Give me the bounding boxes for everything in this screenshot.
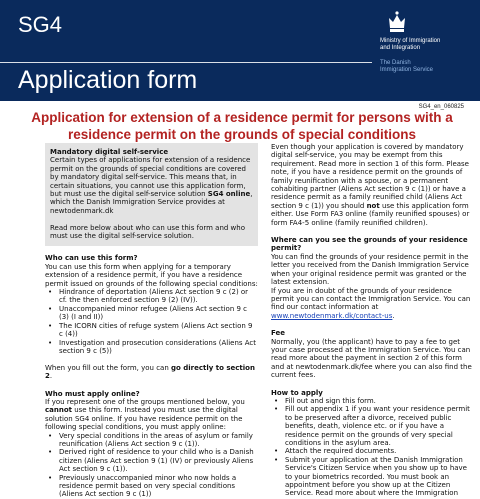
who-must-intro: [45, 398, 258, 432]
exemption-paragraph: [271, 143, 476, 227]
list-item: • Very special conditions in the areas of asylum or family reunification (Aliens Act section 9 c (1)).: [45, 432, 258, 449]
instruction-text: When you fill out the form, you can: [45, 363, 171, 372]
spacer: [45, 355, 258, 363]
note-paragraph: Read more below about who can use this form and who must use the digital self-service solution.: [50, 223, 245, 241]
list-item: • The ICORN cities of refuge system (Aliens Act section 9 c (4)): [45, 322, 258, 339]
ministry-line: and Integration: [380, 45, 421, 51]
who-can-intro: You can use this form when applying for a temporary extension of a residence permit, if you have a residence permit issued on grounds of the following special conditions:: [45, 262, 258, 288]
ministry-line: Ministry of Immigration: [380, 38, 441, 44]
intro-text-bold: cannot: [45, 406, 72, 415]
where-heading: Where can you see the grounds of your residence permit?: [271, 236, 468, 253]
who-must-list: [45, 432, 258, 499]
instruction-text-bold: go directly to section 2: [45, 363, 255, 381]
where-paragraph: You can find the grounds of your residence permit in the letter you received from the Danish Immigration Service when your original residence permit was granted or the latest extension.: [271, 252, 469, 287]
list-item: • Investigation and prosecution considerations (Aliens Act section 9 c (5)): [45, 339, 258, 356]
intro-text: If you represent one of the groups mentioned below, you: [45, 397, 245, 406]
list-item: • Derived right of residence to your child who is a Danish citizen (Aliens Act section 9 (1) (IV) or previously Aliens Act section 9 c (1)).: [45, 448, 258, 473]
list-item: • Submit your application at the Danish Immigration Service's Citizen Service when you show up to have to your biometrics recorded. You must book an appointment before you show up at the Citizen Service. Read more about where the Immigration: [271, 456, 476, 498]
who-can-heading: Who can use this form?: [45, 254, 138, 263]
agency-line: The Danish: [380, 60, 411, 66]
how-heading: How to apply: [271, 388, 323, 397]
crown-icon: [388, 10, 406, 34]
paragraph-text: Even though your application is covered by mandatory digital self-service, you may be exempt from this requirement. Read more in section 1 of this form. Please note, if you have a residence permit on the grounds of family reunification with a spouse, or a permanent cohabiting partner (Aliens Act section 9 c (1)) or have a residence permit as a family reunified child (Aliens Act section 9 c (1)) you should: [271, 143, 469, 210]
fill-out-instruction: [45, 364, 258, 381]
instruction-text: .: [49, 372, 53, 381]
ministry-logo-text: [380, 38, 476, 74]
note-paragraph: [50, 156, 253, 215]
list-item: • Previously unaccompanied minor who now holds a residence permit based on very special conditions (Aliens Act section 9 c (1)): [45, 474, 258, 499]
paragraph-text: use this application form either. Use Form FA3 online (family reunified spouses) or form FA4-5 online (family reunified children).: [271, 201, 470, 227]
fee-heading: Fee: [271, 329, 285, 338]
spacer: [50, 215, 253, 223]
header-banner: [0, 0, 480, 101]
intro-text: use this form. Instead you must use the digital solution SG4 online. If you have residence permit on the following special conditions, you must apply online:: [45, 406, 243, 432]
list-item: • Hindrance of deportation (Aliens Act section 9 c (2) or cf. the then enforced section 9 (2) (IV)).: [45, 288, 258, 305]
agency-name: [380, 60, 476, 74]
agency-line: Immigration Service: [380, 67, 434, 73]
note-text: , which the Danish Immigration Service provides at newtodenmark.dk: [50, 190, 253, 215]
form-code: SG4: [18, 12, 63, 37]
fee-paragraph: Normally, you (the applicant) have to pay a fee to get your case processed at the Immigration Service. You can read more about the payment in section 2 of this form and at newtodenmark.dk/fee where you can also find the current fees.: [271, 337, 472, 380]
contact-link-line: [271, 312, 476, 320]
left-column: [45, 143, 258, 499]
note-text-bold: SG4 online: [207, 190, 251, 199]
list-item: • Fill out and sign this form.: [271, 397, 476, 405]
contact-link[interactable]: www.newtodenmark.dk/contact-us: [271, 311, 393, 320]
note-title: Mandatory digital self-service: [50, 148, 169, 156]
list-item: • Fill out appendix 1 if you want your residence permit to be preserved after a divorce, received public benefits, death, violence etc. or if you have a residence permit on the grounds of very special conditions in the asylum area.: [271, 405, 476, 447]
note-text: Certain types of applications for extension of a residence permit on the grounds of special conditions are covered by mandatory digital self-service. This means that, in certain situations, you cannot use this application form, but must use the digital self-service solution: [50, 156, 251, 199]
who-must-heading: Who must apply online?: [45, 389, 140, 398]
who-can-list: [45, 288, 258, 355]
right-column: [271, 143, 476, 498]
mandatory-self-service-box: [45, 143, 258, 246]
link-end: .: [392, 311, 395, 320]
where-paragraph: If you are in doubt of the grounds of your residence permit you can contact the Immigration Service. You can find our contact information at: [271, 286, 471, 312]
list-item: • Unaccompanied minor refugee (Aliens Act section 9 c (3) (I and II)): [45, 305, 258, 322]
paragraph-text-bold: not: [366, 201, 380, 210]
header-divider: [0, 62, 372, 63]
list-item: • Attach the required documents.: [271, 447, 476, 455]
form-title: Application form: [18, 66, 198, 94]
how-list: [271, 397, 476, 498]
page-title: Application for extension of a residence permit for persons with a residence permit on the grounds of special conditions: [31, 110, 453, 142]
document-reference: SG4_en_060825: [418, 104, 464, 110]
